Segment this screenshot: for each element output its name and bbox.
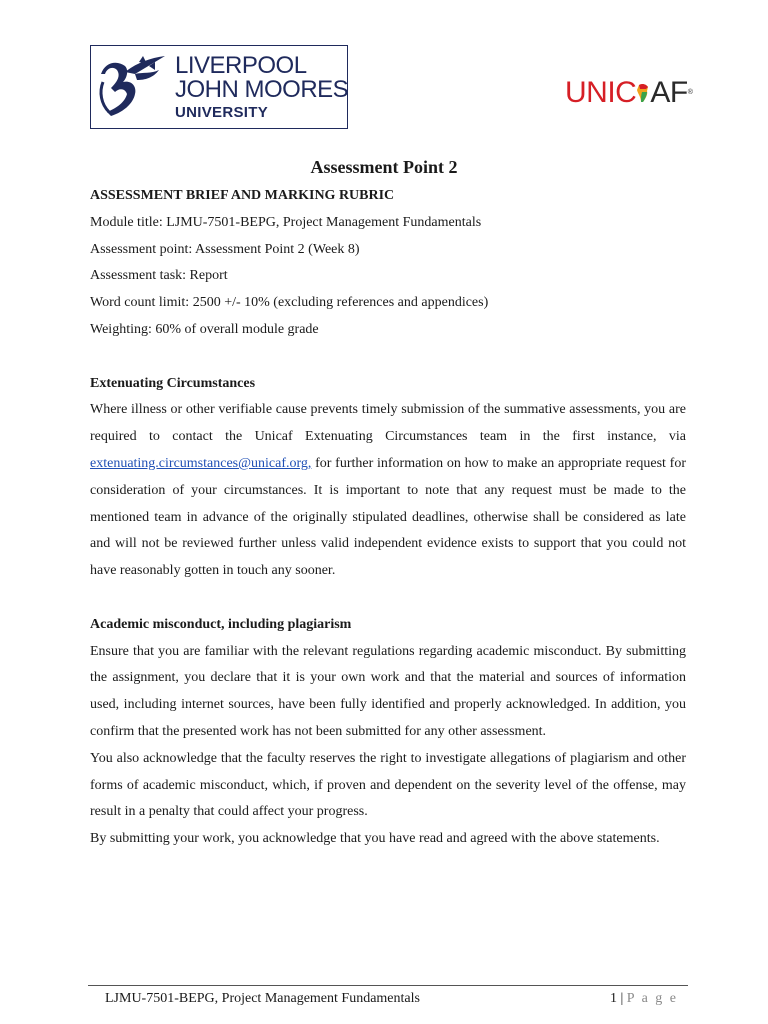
unicaf-logo-part1: UNIC [565, 76, 637, 109]
page-label: P a g e [626, 991, 678, 1006]
page-footer [88, 985, 688, 1016]
misconduct-paragraph-3: By submitting your work, you acknowledge that you have read and agreed with the above statements. [90, 831, 660, 847]
footer-module-title: LJMU-7501-BEPG, Project Management Fundamentals [105, 991, 420, 1006]
document-title: Assessment Point 2 [310, 157, 458, 177]
liver-bird-icon [95, 52, 171, 124]
page-indicator [610, 990, 678, 1008]
page-separator: | [616, 991, 627, 1006]
ljmu-logo [90, 45, 348, 129]
logo-text-line2: JOHN MOORES [175, 76, 349, 103]
extenuating-paragraph [90, 397, 686, 585]
word-count-limit: Word count limit: 2500 +/- 10% (excluding references and appendices) [90, 295, 489, 311]
extenuating-text-before: Where illness or other verifiable cause prevents timely submission of the summative assessments, you are required to contact the Unicaf Extenuating Circumstances team in the first instance, via [90, 402, 686, 445]
module-title: Module title: LJMU-7501-BEPG, Project Management Fundamentals [90, 214, 482, 230]
logo-text-line3: UNIVERSITY [175, 104, 269, 121]
africa-icon [636, 82, 650, 104]
brief-heading: ASSESSMENT BRIEF AND MARKING RUBRIC [90, 188, 395, 203]
registered-mark: ® [687, 89, 693, 96]
misconduct-paragraph-2: You also acknowledge that the faculty reserves the right to investigate allegations of plagiarism and other forms of academic misconduct, which, if proven and dependent on the severity level of the offense, may result in a penalty that could affect your progress. [90, 750, 686, 820]
page-number: 1 [609, 991, 617, 1006]
extenuating-text-after: for further information on how to make an appropriate request for consideration of your circumstances. It is important to note that any request must be made to the mentioned team in advance of the originally stipulated deadlines, otherwise shall be considered as late and will not be reviewed further unless valid independent evidence exists to support that you could not have reasonably gotten in touch any sooner. [90, 455, 686, 579]
extenuating-email-link[interactable]: extenuating.circumstances@unicaf.org, [90, 455, 312, 471]
weighting: Weighting: 60% of overall module grade [90, 321, 319, 337]
logo-text-line1: LIVERPOOL [175, 52, 307, 79]
unicaf-logo [565, 76, 692, 110]
unicaf-logo-part2: AF [650, 76, 688, 109]
misconduct-heading: Academic misconduct, including plagiarism [90, 616, 352, 632]
extenuating-heading: Extenuating Circumstances [90, 375, 256, 391]
assessment-task: Assessment task: Report [90, 268, 228, 284]
misconduct-paragraph-1: Ensure that you are familiar with the relevant regulations regarding academic misconduct. By submitting the assignment, you declare that it is your own work and that the material and sources of information used, including internet sources, have been fully identified and properly acknowledged. In addition, you confirm that the presented work has not been submitted for any other assessment. [90, 643, 686, 739]
assessment-point: Assessment point: Assessment Point 2 (Week 8) [90, 241, 360, 257]
document-body [90, 183, 686, 853]
